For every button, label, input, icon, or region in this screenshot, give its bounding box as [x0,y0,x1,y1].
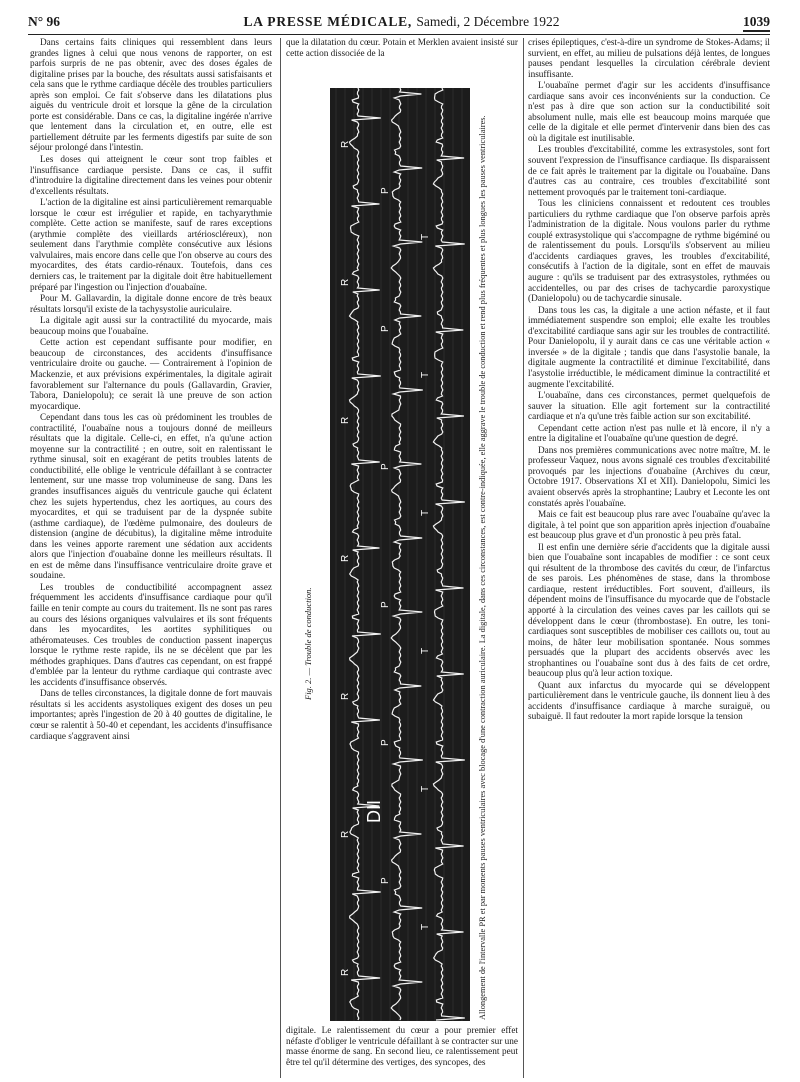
paragraph: L'ouabaïne permet d'agir sur les accidents d'insuffisance cardiaque sans avoir ces inconvénients sur la conduction. Ce n'est pas à dire que son action sur la conductibilité soit absolument nulle, mais elle est beaucoup moins marquée que celle de la digitale et elle permet d'intervenir dans bien des cas où la digitale est inutilisable. [528,81,770,144]
journal-name: LA PRESSE MÉDICALE, [243,14,413,29]
paragraph: Cependant dans tous les cas où prédominent les troubles de contractilité, l'ouabaïne nous a toujours donné de meilleurs résultats que la digitale. Celle-ci, en effet, n'a qu'une action moyenne sur la contractilité ; en outre, soit en ralentissant le rythme sinusal, soit en exagérant de petits troubles latents de conductibilité, elle oblige le ventricule défaillant à se contracter lentement, sur une masse trop volumineuse de sang. Dans les grandes insuffisances aiguës du ventricule gauche qui éclatent chez les sujets hypertendus, chez les aortiques, au cours des myocardites, et qui se traduisent par de la dyspnée subite (asthme cardiaque), de l'œdème pulmonaire, des douleurs de distension (angine de décubitus), la digitaline même introduite dans les veines apporte rarement une sédation aux accidents alors que l'injection d'ouabaïne donne les meilleurs résultats. Il en est de même dans l'insuffisance ventriculaire droite grave et soudaine. [30,413,272,582]
column-right [528,38,770,1078]
paragraph: digitale. Le ralentissement du cœur a pour premier effet néfaste d'obliger le ventricule défaillant à se contracter sur une masse énorme de sang. En second lieu, ce ralentissement peut être tel qu'il détermine des vertiges, des syncopes, des [286,1026,518,1068]
paragraph: Dans nos premières communications avec notre maître, M. le professeur Vaquez, nous avons signalé ces troubles d'excitabilité provoqués par les injections d'ouabaïne (Archives du cœur, Octobre 1917. Observations XI et XII). Danielopolu, Simici les avaient observés après la strophantine; Laubry et Leconte les ont constatés après l'ouabaïne. [528,445,770,509]
paragraph: Quant aux infarctus du myocarde qui se développent particulièrement dans le ventricule gauche, ils donnent lieu à des accidents d'insuffisance cardiaque à marche suraiguë, ou subaiguë. Il faut redouter la mort rapide lorsque la tension [528,680,770,723]
ecg-marker-label: R [340,416,351,424]
ecg-marker-label: R [340,278,351,286]
paragraph: Les troubles de conductibilité accompagnent assez fréquemment les accidents d'insuffisance cardiaque pour qu'il faille en tenir compte au cours du traitement. Ils ne sont pas rares au cours des lésions organiques valvulaires et ils sont fréquents dans les myocardites, les aortites syphilitiques ou athéromateuses. Ces troubles de conduction passent inaperçus lorsque le rythme reste rapide, ils ne se décèlent que par les méthodes graphiques. Dans d'autres cas cependant, on est frappé d'emblée par la lenteur du rythme cardiaque qui contraste avec les accidents d'insuffisance observés. [30,582,272,688]
paragraph: Mais ce fait est beaucoup plus rare avec l'ouabaïne qu'avec la digitale, à tel point que son apparition après injection d'ouabaïne est beaucoup plus grave et d'un pronostic à peu près fatal. [528,510,770,542]
paragraph: Dans de telles circonstances, la digitale donne de fort mauvais résultats si les accidents asystoliques exigent des doses un peu importantes; après l'ingestion de 20 à 40 gouttes de digitaline, le cœur se ralentit à 50-40 et cependant, les accidents d'insuffisance cardiaque s'aggravent ainsi [30,689,272,742]
ecg-marker-label: P [380,463,391,470]
paragraph: Les troubles d'excitabilité, comme les extrasystoles, sont fort souvent l'expression de l'insuffisance cardiaque. Ils disparaissent de ce fait après le traitement par la digitale ou l'ouabaïne. Dans d'autres cas au contraire, ces troubles d'excitabilité sont nettement provoqués par le traitement toni-cardiaque. [528,145,770,198]
paragraph: Dans tous les cas, la digitale a une action néfaste, et il faut immédiatement suspendre son emploi; elle exalte les troubles d'excitabilité cardiaque sans agir sur les troubles de contractilité. Pour Danielopolu, il y aurait dans ce cas une véritable action « inversée » de la digitale ; tandis que dans l'asystolie banale, la digitale augmente la contractilité et diminue l'excitabilité, dans l'asystolie irréductible, le médicament diminue la contractilité et augmente l'excitabilité. [528,305,770,390]
page-number: 1039 [743,14,770,32]
ecg-marker-label: P [380,187,391,194]
ecg-marker-label: T [420,371,431,378]
figure-side-note-text: Allongement de l'intervalle PR et par moments pauses ventriculaires avec blocage d'une contraction auriculaire. La digitale, dans ces circonstances, est contre-indiquée, elle aggrave le trouble de conduction et rend plus fréquentes et plus longues les pauses ventriculaires. [478,115,487,1020]
ecg-marker-label: T [420,233,431,240]
paragraph: Tous les cliniciens connaissent et redoutent ces troubles particuliers du rythme cardiaque que l'on observe parfois après l'administration de la digitale. Nous voulons parler du rythme couplé extrasystolique qui s'accompagne de rythme bigéminé ou de ralentissement du pouls. Lorsqu'ils s'observent au milieu d'accidents cardiaques graves, les troubles d'excitabilité, consécutifs à l'action de la digitale, sont en effet de mauvais augure : qu'ils se traduisent par des extrasystoles, rythmées ou accidentelles, ou par des crises de tachycardie paroxystique (Danielopolu) ou de tachycardie sinusale. [528,199,770,305]
figure-caption [303,460,319,700]
ecg-lead-label: DII [364,799,384,823]
figure-side-note [478,90,518,1020]
issue-number: N° 96 [28,14,61,29]
paragraph: L'action de la digitaline est ainsi particulièrement remarquable lorsque le cœur est irrégulier et rapide, en tachyarythmie complète. Cette action se manifeste, sauf de rares exceptions (arythmie complète des vieillards artérioscléreux), non seulement dans l'arythmie complète consécutive aux lésions valvulaires, mais encore dans celle que l'on observe au cours des myocardites, des états cardio-rénaux. Toutefois, dans ces derniers cas, le traitement par la digitale doit être habituellement préparé par l'ingestion ou l'injection d'ouabaïne. [30,198,272,293]
paragraph: Il est enfin une dernière série d'accidents que la digitale aussi bien que l'ouabaïne sont incapables de modifier : ce sont ceux qui résultent de la thrombose des cavités du cœur, de l'infarctus de ses parois. Les phénomènes de stase, dans la thrombose cardiaque, restent irréductibles. Fort souvent, d'ailleurs, ils dépendent moins de l'insuffisance du myocarde que de l'obstacle apporté à la circulation des veines caves par les caillots qui se développent dans le cœur (thrombostase). En outre, les toni-cardiaques sont susceptibles de mobiliser ces caillots ou, tout au moins, de hâter leur mobilisation spontanée. Nous sommes persuadés que la plupart des accidents observés avec les strophantines ou l'ouabaïne sont dus à des faits de cet ordre, beaucoup plus qu'à leur action toxique. [528,542,770,680]
ecg-marker-label: T [420,647,431,654]
paragraph: La digitale agit aussi sur la contractilité du myocarde, mais beaucoup moins que l'ouabaïne. [30,316,272,337]
paragraph: Pour M. Gallavardin, la digitale donne encore de très beaux résultats lorsqu'il existe de la tachysystolie auriculaire. [30,294,272,315]
paragraph: Les doses qui atteignent le cœur sont trop faibles et l'insuffisance cardiaque persiste. Dans ce cas, il suffit d'introduire la digitaline directement dans les veines pour obtenir d'excellents résultats. [30,155,272,197]
page-header [28,14,770,35]
ecg-marker-label: P [380,325,391,332]
paragraph: L'ouabaïne, dans ces circonstances, permet quelquefois de sauver la situation. Elle agit fortement sur la contractilité cardiaque et n'a qu'une très faible action sur son excitabilité. [528,391,770,423]
paragraph: Dans certains faits cliniques qui ressemblent dans leurs grandes lignes à celui que nous venons de rapporter, on est parfois surpris de ne pas obtenir, avec des doses égales de digitaline prises par la bouche, des résultats aussi satisfaisants et cela sans que le rythme cardiaque décèle des troubles particuliers après son emploi. Ce fait s'observe dans les dilatations plus aiguës du ventricule droit et lorsque la gêne de la circulation porte est considérable. Dans ce cas, la digitaline ingérée n'arrive que lentement dans la circulation et, en outre, elle est partiellement détruite par les ferments digestifs par suite de son séjour prolongé dans l'intestin. [30,38,272,154]
ecg-marker-label: P [380,739,391,746]
ecg-marker-label: T [420,923,431,930]
paragraph: Cependant cette action n'est pas nulle et là encore, il n'y a entre la digitaline et l'ouabaïne qu'une question de degré. [528,423,770,445]
ecg-marker-label: T [420,509,431,516]
journal-title [244,14,560,30]
ecg-marker-label: P [380,877,391,884]
ecg-marker-label: R [340,968,351,976]
column-rule-left [280,38,281,1078]
ecg-marker-label: T [420,785,431,792]
paragraph: crises épileptiques, c'est-à-dire un syndrome de Stokes-Adams; il survient, en effet, au milieu de pulsations déjà lentes, de longues pauses pendant lesquelles la circulation cérébrale devient insuffisante. [528,38,770,80]
paragraph: Cette action est cependant suffisante pour modifier, en beaucoup de circonstances, des accidents d'insuffisance ventriculaire droite ou gauche. — Contrairement à l'opinion de Mackenzie, et aux prévisions expérimentales, la digitale agirait favorablement sur l'alternance du pouls (Gallavardin, Gravier, Tabora, Danielopolu); ce serait là une preuve de son action myocardique. [30,338,272,412]
ecg-figure [330,88,470,1021]
ecg-marker-label: R [340,830,351,838]
ecg-marker-label: R [340,554,351,562]
column-middle-bottom [286,1026,518,1076]
column-middle-top [286,38,518,80]
column-rule-right [523,38,524,1078]
column-left [30,38,272,1078]
ecg-marker-label: R [340,140,351,148]
ecg-marker-label: R [340,692,351,700]
issue-date: Samedi, 2 Décembre 1922 [416,14,560,29]
ecg-marker-label: P [380,601,391,608]
ecg-trace [330,88,470,1021]
paragraph: que la dilatation du cœur. Potain et Merklen avaient insisté sur cette action dissociée de la [286,38,518,59]
figure-caption-text: Fig. 2. — Trouble de conduction. [303,587,313,700]
